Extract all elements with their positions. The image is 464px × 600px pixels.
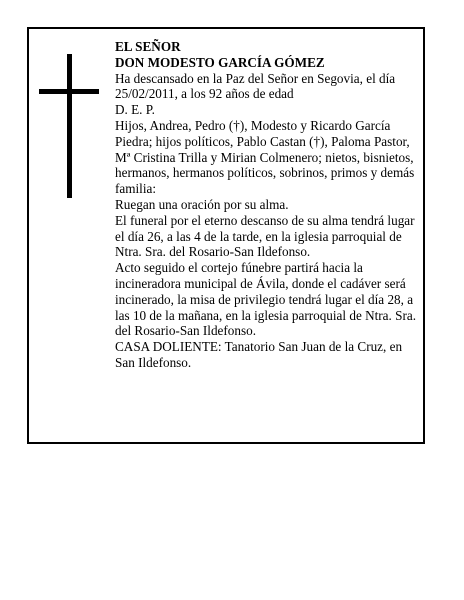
death-statement: Ha descansado en la Paz del Señor en Segovia, el día 25/02/2011, a los 92 años de edad xyxy=(115,70,396,102)
family-list: Hijos, Andrea, Pedro (†), Modesto y Ricardo García Piedra; hijos políticos, Pablo Castan (†), Paloma Pastor, Mª Cristina Trilla y Mirian Colmenero; nietos, bisnietos, hermanos, hermanos políticos, sobrinos, primos y demás familia: xyxy=(115,117,415,197)
notice-text xyxy=(115,39,421,371)
funeral-details: El funeral por el eterno descanso de su alma tendrá lugar el día 26, a las 4 de la tarde, en la iglesia parroquial de Ntra. Sra. del Rosario-San Ildefonso. xyxy=(115,212,415,260)
cortege-details: Acto seguido el cortejo fúnebre partirá hacia la incineradora municipal de Ávila, donde el cadáver será incinerado, la misa de privilegio tendrá lugar el día 28, a las 10 de la mañana, en la iglesia parroquial de Ntra. Sra. del Rosario-San Ildefonso. xyxy=(115,260,417,339)
cross-vertical-bar xyxy=(67,54,72,198)
prayer-request: Ruegan una oración por su alma. xyxy=(115,196,289,212)
deceased-name: DON MODESTO GARCÍA GÓMEZ xyxy=(115,54,325,70)
dep-abbreviation: D. E. P. xyxy=(115,102,155,118)
obituary-notice xyxy=(27,27,425,444)
casa-doliente: CASA DOLIENTE: Tanatorio San Juan de la Cruz, en San Ildefonso. xyxy=(115,339,403,370)
cross-icon xyxy=(39,54,99,198)
title-line-1: EL SEÑOR xyxy=(115,39,181,54)
cross-horizontal-bar xyxy=(39,89,99,94)
